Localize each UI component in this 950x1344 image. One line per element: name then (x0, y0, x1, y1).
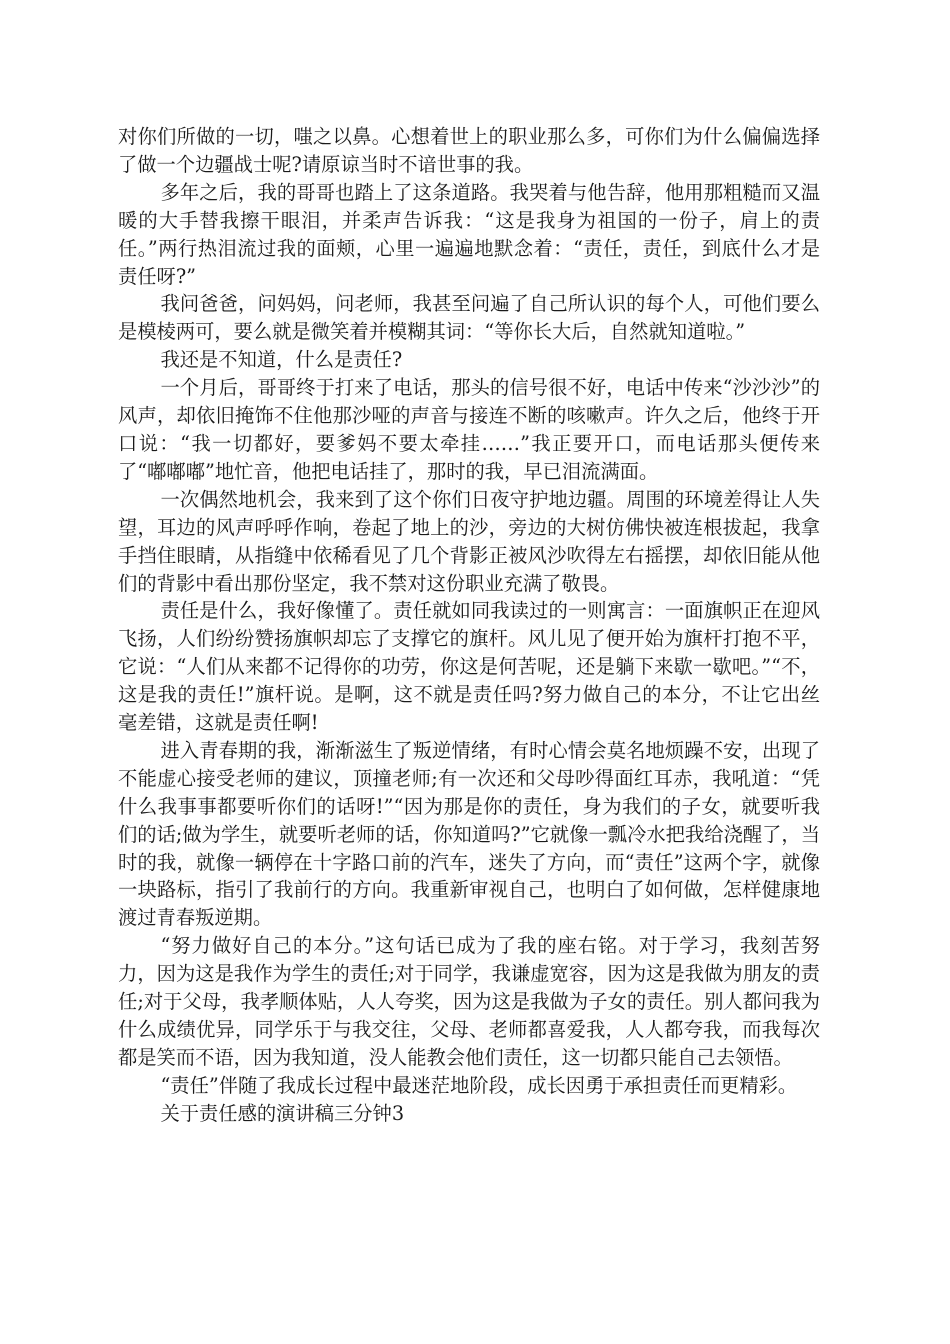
paragraph-7: 责任是什么，我好像懂了。责任就如同我读过的一则寓言：一面旗帜正在迎风飞扬，人们纷纷赞扬旗帜却忘了支撑它的旗杆。风儿见了便开始为旗杆打抱不平，它说：“人们从来都不记得你的功劳，你这是何苦呢，还是躺下来歇一歇吧。”“不，这是我的责任!”旗杆说。是啊，这不就是责任吗?努力做自己的本分，不让它出丝毫差错，这就是责任啊! (118, 599, 820, 735)
paragraph-3: 我问爸爸，问妈妈，问老师，我甚至问遍了自己所认识的每个人，可他们要么是模棱两可，要么就是微笑着并模糊其词：“等你长大后，自然就知道啦。” (118, 292, 820, 344)
paragraph-2: 多年之后，我的哥哥也踏上了这条道路。我哭着与他告辞，他用那粗糙而又温暖的大手替我擦干眼泪，并柔声告诉我：“这是我身为祖国的一份子，肩上的责任。”两行热泪流过我的面颊，心里一遍遍地默念着：“责任，责任，到底什么才是责任呀?” (118, 180, 820, 288)
paragraph-9: “努力做好自己的本分。”这句话已成为了我的座右铭。对于学习，我刻苦努力，因为这是我作为学生的责任;对于同学，我谦虚宽容，因为这是我做为朋友的责任;对于父母，我孝顺体贴，人人夸奖，因为这是我做为子女的责任。别人都问我为什么成绩优异，同学乐于与我交往，父母、老师都喜爱我，人人都夸我，而我每次都是笑而不语，因为我知道，没人能教会他们责任，这一切都只能自己去领悟。 (118, 934, 820, 1069)
paragraph-5: 一个月后，哥哥终于打来了电话，那头的信号很不好，电话中传来“沙沙沙”的风声，却依旧掩饰不住他那沙哑的声音与接连不断的咳嗽声。许久之后，他终于开口说：“我一切都好，要爹妈不要太牵挂……”我正要开口，而电话那头便传来了“嘟嘟嘟”地忙音，他把电话挂了，那时的我，早已泪流满面。 (118, 376, 820, 483)
document-body (118, 123, 820, 1128)
paragraph-4: 我还是不知道，什么是责任? (160, 348, 403, 372)
section-heading: 关于责任感的演讲稿三分钟3 (160, 1101, 405, 1125)
paragraph-1: 对你们所做的一切，嗤之以鼻。心想着世上的职业那么多，可你们为什么偏偏选择了做一个边疆战士呢?请原谅当时不谙世事的我。 (118, 125, 820, 176)
paragraph-10: “责任”伴随了我成长过程中最迷茫地阶段，成长因勇于承担责任而更精彩。 (160, 1073, 798, 1097)
paragraph-6: 一次偶然地机会，我来到了这个你们日夜守护地边疆。周围的环境差得让人失望，耳边的风声呼呼作响，卷起了地上的沙，旁边的大树仿佛快被连根拔起，我拿手挡住眼睛，从指缝中依稀看见了几个背影正被风沙吹得左右摇摆，却依旧能从他们的背影中看出那份坚定，我不禁对这份职业充满了敬畏。 (118, 487, 820, 595)
paragraph-8: 进入青春期的我，渐渐滋生了叛逆情绪，有时心情会莫名地烦躁不安，出现了不能虚心接受老师的建议，顶撞老师;有一次还和父母吵得面红耳赤，我吼道：“凭什么我事事都要听你们的话呀!”“因为那是你的责任，身为我们的子女，就要听我们的话;做为学生，就要听老师的话，你知道吗?”它就像一瓢冷水把我给浇醒了，当时的我，就像一辆停在十字路口前的汽车，迷失了方向，而“责任”这两个字，就像一块路标，指引了我前行的方向。我重新审视自己，也明白了如何做，怎样健康地渡过青春叛逆期。 (118, 738, 820, 930)
